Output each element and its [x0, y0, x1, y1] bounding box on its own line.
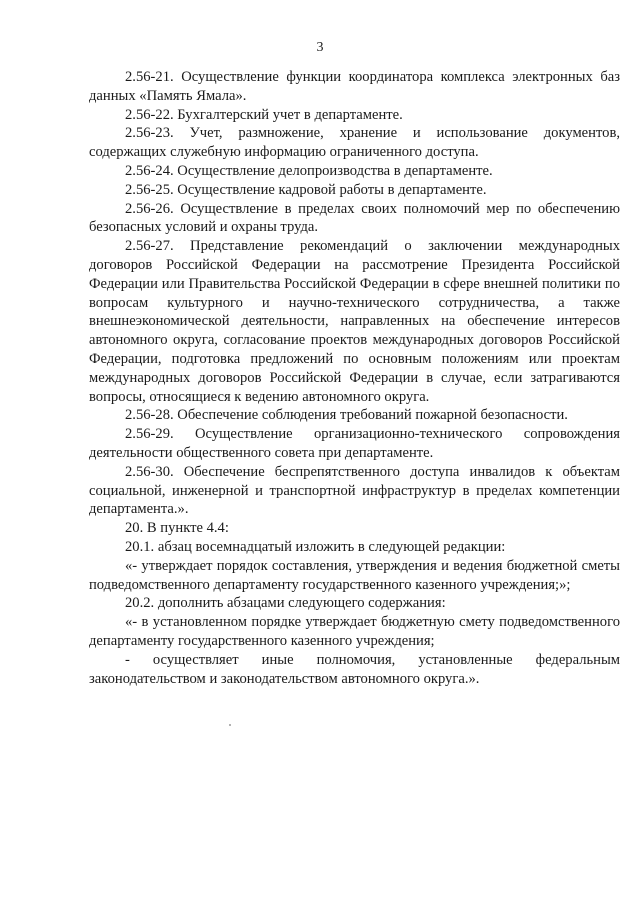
page-number: 3: [316, 40, 324, 55]
document-body: [89, 68, 620, 688]
paragraph-2-56-23: 2.56-23. Учет, размножение, хранение и использование документов, содержащих служебную информацию ограниченного доступа.: [89, 125, 620, 161]
paragraph-2-56-27: 2.56-27. Представление рекомендаций о заключении международных договоров Российской Федерации на рассмотрение Президента Российской Федерации или Правительства Российской Федерации в сфере внешней политики по вопросам культурного и научно-технического сотрудничества, а также внешнеэкономической деятельности, направленных на обеспечение интересов автономного округа, согласование проектов международных договоров Российской Федерации, подготовка предложений по основным положениям или проектам международных договоров Российской Федерации в случае, если затрагиваются вопросы, относящиеся к ведению автономного округа.: [89, 238, 620, 405]
paragraph-2-56-30: 2.56-30. Обеспечение беспрепятственного доступа инвалидов к объектам социальной, инженерной и транспортной инфраструктур в пределах компетенции департамента.».: [89, 463, 620, 518]
paragraph-item-20-1: 20.1. абзац восемнадцатый изложить в следующей редакции:: [125, 538, 506, 555]
scan-speck: [229, 724, 231, 726]
paragraph-2-56-25: 2.56-25. Осуществление кадровой работы в департаменте.: [125, 181, 487, 198]
paragraph-2-56-28: 2.56-28. Обеспечение соблюдения требований пожарной безопасности.: [125, 407, 568, 424]
paragraph-2-56-24: 2.56-24. Осуществление делопроизводства в департаменте.: [125, 162, 493, 179]
paragraph-2-56-21: 2.56-21. Осуществление функции координатора комплекса электронных баз данных «Память Ямала».: [89, 69, 620, 104]
paragraph-2-56-22: 2.56-22. Бухгалтерский учет в департаменте.: [125, 106, 403, 123]
paragraph-item-20-2: 20.2. дополнить абзацами следующего содержания:: [125, 595, 446, 612]
paragraph-quote-budget-estimate: «- утверждает порядок составления, утверждения и ведения бюджетной сметы подведомственного департаменту государственного казенного учреждения;»;: [89, 557, 620, 593]
paragraph-quote-other-powers: - осуществляет иные полномочия, установленные федеральным законодательством и законодательством автономного округа.».: [89, 651, 620, 687]
paragraph-quote-approves-estimate: «- в установленном порядке утверждает бюджетную смету подведомственного департаменту государственного казенного учреждения;: [89, 614, 620, 649]
paragraph-2-56-26: 2.56-26. Осуществление в пределах своих полномочий мер по обеспечению безопасных условий и охраны труда.: [89, 200, 620, 236]
paragraph-item-20: 20. В пункте 4.4:: [125, 520, 229, 537]
paragraph-2-56-29: 2.56-29. Осуществление организационно-технического сопровождения деятельности общественного совета при департаменте.: [89, 426, 620, 461]
